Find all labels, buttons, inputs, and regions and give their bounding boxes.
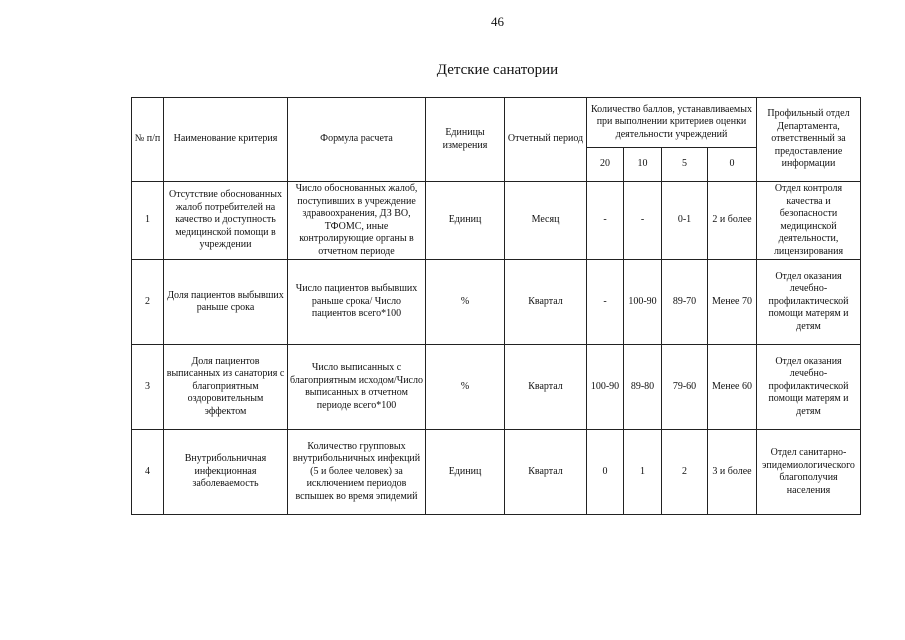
row-points-10: - — [624, 182, 662, 260]
row-points-5: 89-70 — [662, 260, 708, 345]
table-row — [132, 345, 861, 430]
row-points-20: - — [587, 260, 624, 345]
row-formula: Число выписанных с благоприятным исходом/Число выписанных в отчетном периоде всего*100 — [288, 345, 426, 430]
header-row — [132, 98, 861, 148]
row-points-20: 0 — [587, 430, 624, 515]
row-period: Месяц — [505, 182, 587, 260]
header-points-20: 20 — [587, 148, 624, 182]
row-points-5: 0-1 — [662, 182, 708, 260]
row-criterion-name: Внутрибольничная инфекционная заболеваемость — [164, 430, 288, 515]
row-points-20: - — [587, 182, 624, 260]
row-points-0: 2 и более — [708, 182, 757, 260]
row-criterion-name: Доля пациентов выписанных из санатория с благоприятным оздоровительным эффектом — [164, 345, 288, 430]
row-points-0: Менее 60 — [708, 345, 757, 430]
row-formula: Число пациентов выбывших раньше срока/ Число пациентов всего*100 — [288, 260, 426, 345]
document-title: Детские санатории — [436, 62, 559, 78]
row-points-10: 100-90 — [624, 260, 662, 345]
row-num: 3 — [132, 345, 164, 430]
row-department: Отдел оказания лечебно-профилактической помощи матерям и детям — [757, 260, 861, 345]
criteria-table — [131, 97, 861, 515]
row-department: Отдел контроля качества и безопасности медицинской деятельности, лицензирования — [757, 182, 861, 260]
row-period: Квартал — [505, 430, 587, 515]
row-points-10: 1 — [624, 430, 662, 515]
row-points-5: 79-60 — [662, 345, 708, 430]
row-points-0: 3 и более — [708, 430, 757, 515]
row-period: Квартал — [505, 260, 587, 345]
row-formula: Количество групповых внутрибольничных инфекций (5 и более человек) за исключением периодов вспышек во время эпидемий — [288, 430, 426, 515]
row-period: Квартал — [505, 345, 587, 430]
header-criterion-name: Наименование критерия — [164, 98, 288, 182]
header-points-0: 0 — [708, 148, 757, 182]
row-num: 2 — [132, 260, 164, 345]
row-points-5: 2 — [662, 430, 708, 515]
row-criterion-name: Доля пациентов выбывших раньше срока — [164, 260, 288, 345]
table-row — [132, 182, 861, 260]
row-department: Отдел санитарно-эпидемиологического благополучия населения — [757, 430, 861, 515]
row-unit: Единиц — [426, 430, 505, 515]
row-points-20: 100-90 — [587, 345, 624, 430]
header-points-5: 5 — [662, 148, 708, 182]
row-points-10: 89-80 — [624, 345, 662, 430]
row-formula: Число обоснованных жалоб, поступивших в учреждение здравоохранения, ДЗ ВО, ТФОМС, иные контролирующие органы в отчетном периоде — [288, 182, 426, 260]
header-period: Отчетный период — [505, 98, 587, 182]
header-department: Профильный отдел Департамента, ответственный за предоставление информации — [757, 98, 861, 182]
row-unit: % — [426, 345, 505, 430]
header-points-group: Количество баллов, устанавливаемых при выполнении критериев оценки деятельности учреждений — [587, 98, 757, 148]
row-unit: Единиц — [426, 182, 505, 260]
row-criterion-name: Отсутствие обоснованных жалоб потребителей на качество и доступность медицинской помощи в учреждении — [164, 182, 288, 260]
header-points-10: 10 — [624, 148, 662, 182]
row-points-0: Менее 70 — [708, 260, 757, 345]
table-row — [132, 260, 861, 345]
row-unit: % — [426, 260, 505, 345]
page-number: 46 — [491, 14, 504, 29]
row-department: Отдел оказания лечебно-профилактической помощи матерям и детям — [757, 345, 861, 430]
header-num: № п/п — [132, 98, 164, 182]
header-formula: Формула расчета — [288, 98, 426, 182]
header-unit: Единицы измерения — [426, 98, 505, 182]
table-row — [132, 430, 861, 515]
row-num: 1 — [132, 182, 164, 260]
row-num: 4 — [132, 430, 164, 515]
